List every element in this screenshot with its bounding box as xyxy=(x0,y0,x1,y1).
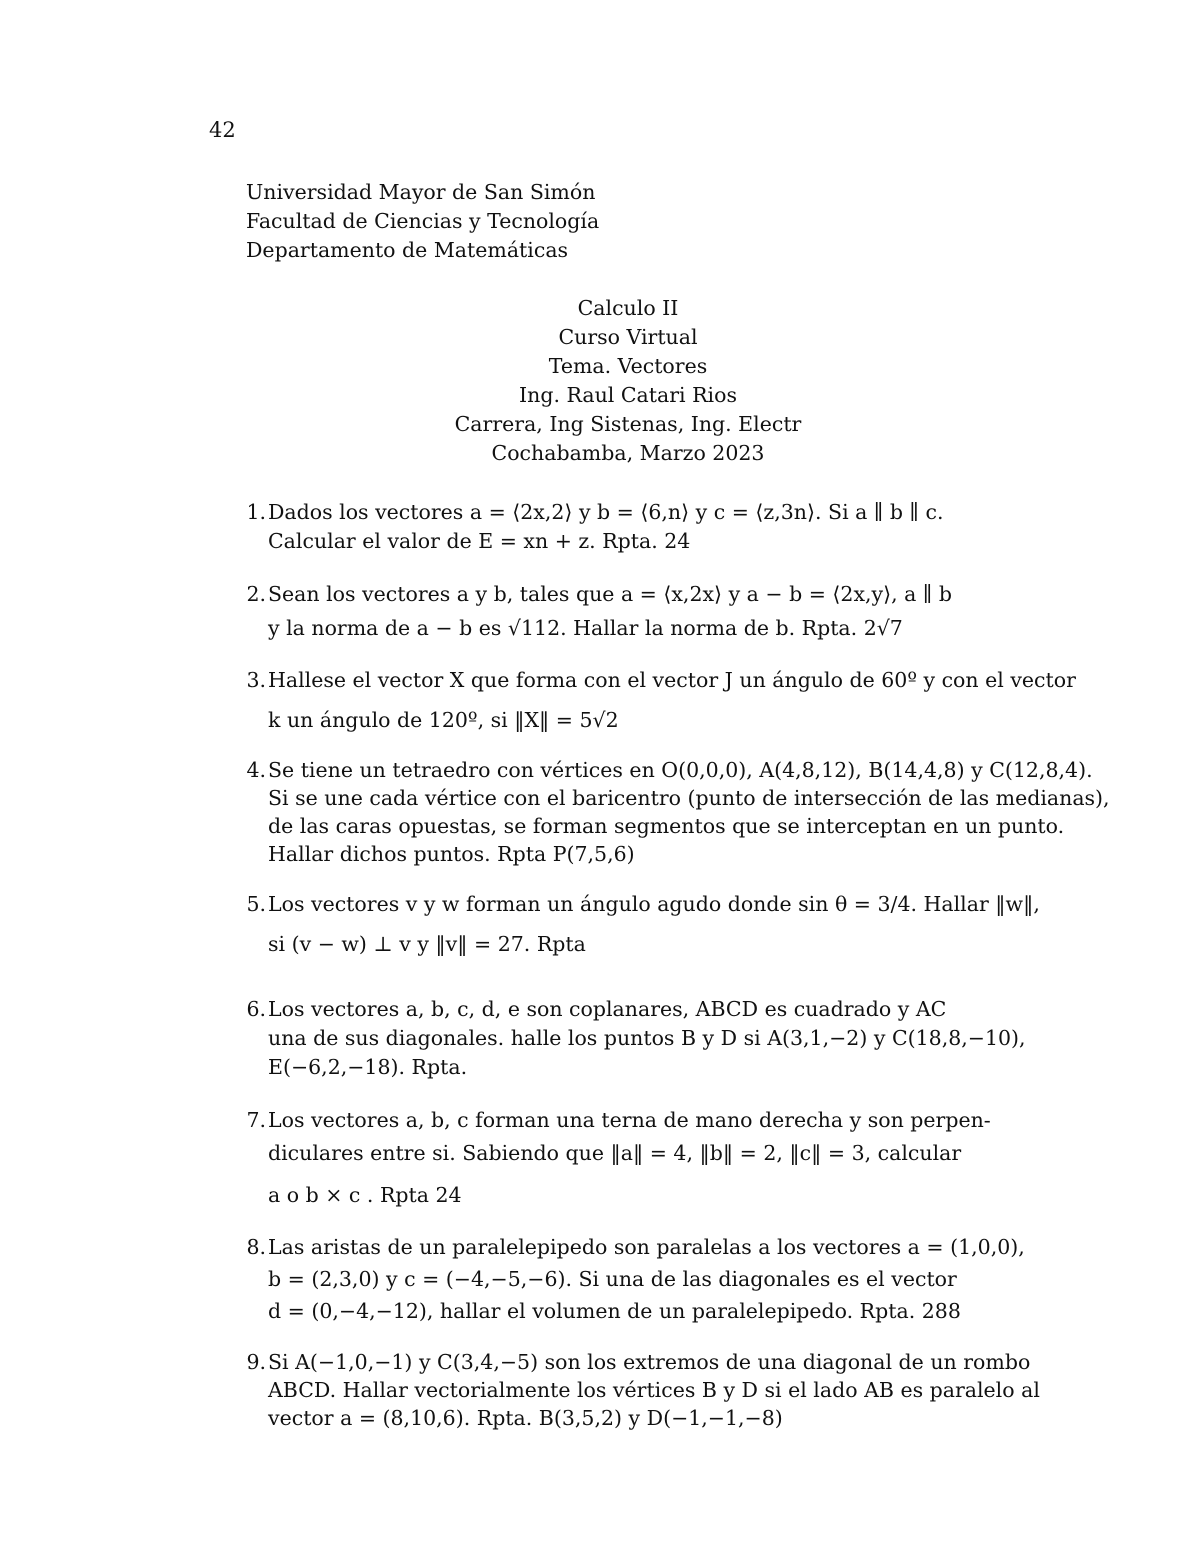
problem-line: y la norma de a − b es √112. Hallar la norma de b. Rpta. 2√7 xyxy=(268,616,903,640)
course-name: Calculo II xyxy=(577,296,679,320)
career-line: Carrera, Ing Sistenas, Ing. Electr xyxy=(454,412,802,436)
problem-line: E(−6,2,−18). Rpta. xyxy=(268,1055,468,1079)
course-mode: Curso Virtual xyxy=(558,325,698,349)
problem-line: Sean los vectores a y b, tales que a = ⟨x,2x⟩ y a − b = ⟨2x,y⟩, a ∥ b xyxy=(268,582,953,606)
problem-line: Dados los vectores a = ⟨2x,2⟩ y b = ⟨6,n⟩ y c = ⟨z,3n⟩. Si a ∥ b ∥ c. xyxy=(268,500,944,524)
problem-number: 2. xyxy=(246,582,266,606)
problem-line: k un ángulo de 120º, si ‖X‖ = 5√2 xyxy=(268,708,619,732)
page-number: 42 xyxy=(209,118,236,142)
problem-number: 5. xyxy=(246,892,266,916)
course-title-block xyxy=(300,294,956,468)
problem-line: b = (2,3,0) y c = (−4,−5,−6). Si una de las diagonales es el vector xyxy=(268,1267,957,1291)
problem-number: 6. xyxy=(246,997,266,1021)
department-name: Departamento de Matemáticas xyxy=(246,238,569,262)
problem-line: si (v − w) ⊥ v y ‖v‖ = 27. Rpta xyxy=(268,932,586,956)
problem-line: Si se une cada vértice con el baricentro (punto de intersección de las medianas), xyxy=(268,786,1110,810)
problem-line: Los vectores a, b, c, d, e son coplanares, ABCD es cuadrado y AC xyxy=(268,997,947,1021)
course-topic: Tema. Vectores xyxy=(548,354,708,378)
problem-line: a o b × c . Rpta 24 xyxy=(268,1183,462,1207)
instructor-name: Ing. Raul Catari Rios xyxy=(519,383,737,407)
problem-number: 4. xyxy=(246,758,266,782)
problem-line: Se tiene un tetraedro con vértices en O(0,0,0), A(4,8,12), B(14,4,8) y C(12,8,4). xyxy=(268,758,1093,782)
problem-number: 9. xyxy=(246,1350,266,1374)
problem-line: Los vectores a, b, c forman una terna de mano derecha y son perpen- xyxy=(268,1108,991,1132)
problem-line: de las caras opuestas, se forman segmentos que se interceptan en un punto. xyxy=(268,814,1065,838)
university-name: Universidad Mayor de San Simón xyxy=(246,180,596,204)
problem-line: Calcular el valor de E = xn + z. Rpta. 24 xyxy=(268,529,691,553)
problem-line: diculares entre si. Sabiendo que ‖a‖ = 4, ‖b‖ = 2, ‖c‖ = 3, calcular xyxy=(268,1141,962,1165)
problem-number: 7. xyxy=(246,1108,266,1132)
problem-line: d = (0,−4,−12), hallar el volumen de un paralelepipedo. Rpta. 288 xyxy=(268,1299,961,1323)
faculty-name: Facultad de Ciencias y Tecnología xyxy=(246,209,600,233)
problem-line: Si A(−1,0,−1) y C(3,4,−5) son los extremos de una diagonal de un rombo xyxy=(268,1350,1031,1374)
place-date: Cochabamba, Marzo 2023 xyxy=(491,441,765,465)
problem-line: ABCD. Hallar vectorialmente los vértices B y D si el lado AB es paralelo al xyxy=(268,1378,1040,1402)
problem-line: una de sus diagonales. halle los puntos B y D si A(3,1,−2) y C(18,8,−10), xyxy=(268,1026,1026,1050)
problem-line: Hallese el vector X que forma con el vector J un ángulo de 60º y con el vector xyxy=(268,668,1076,692)
problem-number: 3. xyxy=(246,668,266,692)
problem-number: 8. xyxy=(246,1235,266,1259)
institution-header xyxy=(246,178,599,265)
problem-number: 1. xyxy=(246,500,266,524)
problem-line: Las aristas de un paralelepipedo son paralelas a los vectores a = (1,0,0), xyxy=(268,1235,1025,1259)
problem-line: Los vectores v y w forman un ángulo agudo donde sin θ = 3/4. Hallar ‖w‖, xyxy=(268,892,1040,916)
problem-line: Hallar dichos puntos. Rpta P(7,5,6) xyxy=(268,842,635,866)
problem-line: vector a = (8,10,6). Rpta. B(3,5,2) y D(−1,−1,−8) xyxy=(268,1406,783,1430)
